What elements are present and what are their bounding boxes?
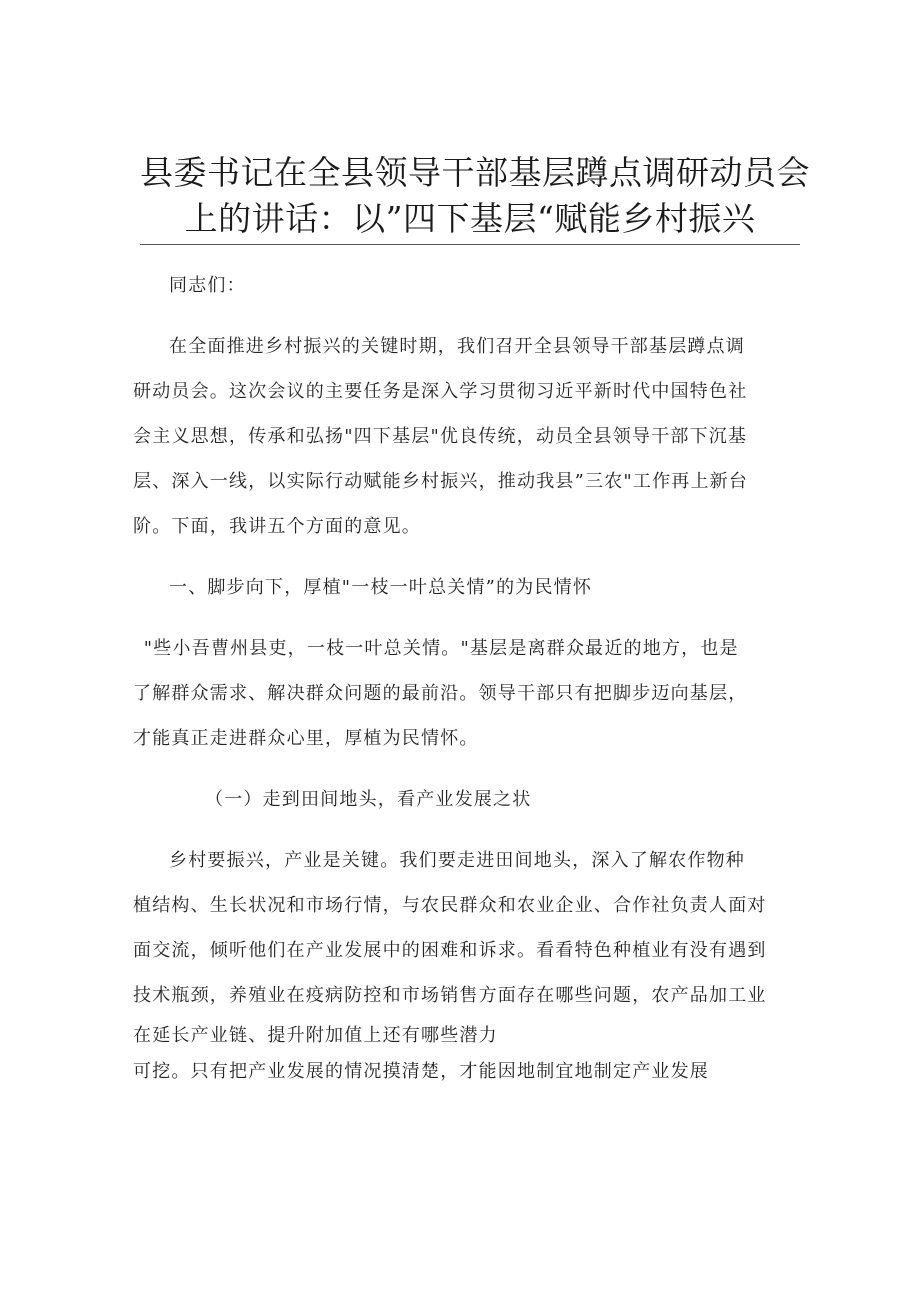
salutation: 同志们： xyxy=(169,275,246,296)
intro-paragraph xyxy=(133,324,793,369)
subsection-paragraph-cont xyxy=(133,883,793,1018)
subsection-line: 技术瓶颈，养殖业在疫病防控和市场销售方面存在哪些问题，农产品加工业 xyxy=(133,985,767,1006)
section-line: "些小吾曹州县吏，一枝一叶总关情。"基层是离群众最近的地方，也是 xyxy=(143,638,739,659)
intro-line: 在全面推进乡村振兴的关键时期，我们召开全县领导干部基层蹲点调 xyxy=(169,336,745,357)
intro-line: 会主义思想，传承和弘扬"四下基层"优良传统，动员全县领导干部下沉基 xyxy=(133,426,748,447)
section-paragraph xyxy=(133,626,793,671)
title-line-2: 上的讲话：以”四下基层“赋能乡村振兴 xyxy=(184,199,756,238)
intro-paragraph-cont xyxy=(133,369,793,549)
section-line: 才能真正走进群众心里，厚植为民情怀。 xyxy=(133,728,479,749)
section-paragraph-cont xyxy=(133,671,793,761)
subsection-line: 在延长产业链、提升附加值上还有哪些潜力 xyxy=(133,1025,498,1046)
document-body xyxy=(133,263,793,1090)
title-line-1: 县委书记在全县领导干部基层蹲点调研动员会 xyxy=(140,153,810,192)
intro-line: 阶。下面，我讲五个方面的意见。 xyxy=(133,516,421,537)
subsection-paragraph-end xyxy=(133,1018,793,1090)
section-line: 了解群众需求、解决群众问题的最前沿。领导干部只有把脚步迈向基层， xyxy=(133,683,748,704)
subsection-heading: （一）走到田间地头，看产业发展之状 xyxy=(205,789,532,810)
intro-line: 层、深入一线，以实际行动赋能乡村振兴，推动我县”三农"工作再上新台 xyxy=(133,471,749,492)
document-title xyxy=(140,150,810,245)
intro-line: 研动员会。这次会议的主要任务是深入学习贯彻习近平新时代中国特色社 xyxy=(133,381,748,402)
subsection-line: 面交流，倾听他们在产业发展中的困难和诉求。看看特色种植业有没有遇到 xyxy=(133,940,767,961)
subsection-line: 可挖。只有把产业发展的情况摸清楚，才能因地制宜地制定产业发展 xyxy=(133,1061,709,1082)
subsection-line: 乡村要振兴，产业是关键。我们要走进田间地头，深入了解农作物种 xyxy=(169,850,745,871)
subsection-paragraph xyxy=(133,838,793,883)
section-heading: 一、脚步向下，厚植"一枝一叶总关情”的为民情怀 xyxy=(169,577,593,598)
subsection-line: 植结构、生长状况和市场行情，与农民群众和农业企业、合作社负责人面对 xyxy=(133,895,767,916)
